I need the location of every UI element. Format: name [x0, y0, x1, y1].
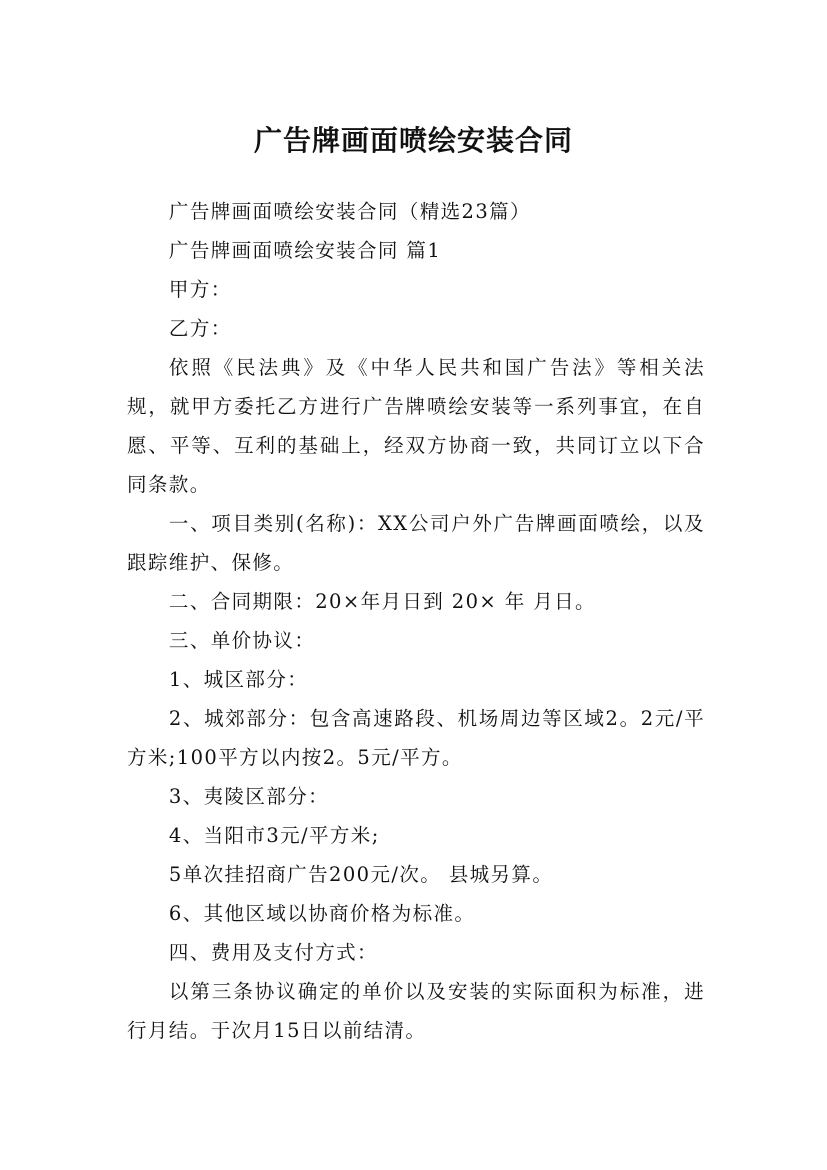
paragraph-item-1: 1、城区部分：	[168, 668, 309, 691]
paragraph-party-b: 乙方：	[168, 317, 232, 340]
paragraph-item-3: 3、夷陵区部分：	[168, 785, 330, 808]
paragraph-payment-terms: 以第三条协议确定的单价以及安装的实际面积为标准，进行月结。于次月15日以前结清。	[127, 980, 705, 1042]
paragraph-clause-3: 三、单价协议：	[168, 629, 316, 652]
paragraph-section-heading: 广告牌画面喷绘安装合同 篇1	[168, 239, 442, 262]
paragraph-item-2: 2、城郊部分：包含高速路段、机场周边等区域2。2元/平方米;100平方以内按2。5元/平方。	[127, 707, 705, 769]
document-body	[127, 192, 705, 1050]
document-title: 广告牌画面喷绘安装合同	[253, 123, 573, 157]
paragraph-preamble: 依照《民法典》及《中华人民共和国广告法》等相关法规，就甲方委托乙方进行广告牌喷绘安装等一系列事宜，在自愿、平等、互利的基础上，经双方协商一致，共同订立以下合同条款。	[127, 356, 705, 496]
paragraph-item-4: 4、当阳市3元/平方米;	[168, 824, 380, 847]
paragraph-clause-1: 一、项目类别(名称)：XX公司户外广告牌画面喷绘，以及跟踪维护、保修。	[127, 512, 705, 574]
paragraph-clause-4: 四、费用及支付方式：	[168, 941, 378, 964]
paragraph-clause-2: 二、合同期限：20×年月日到 20× 年 月日。	[168, 590, 596, 613]
paragraph-item-5: 5单次挂招商广告200元/次。 县城另算。	[168, 863, 554, 886]
paragraph-party-a: 甲方：	[168, 278, 232, 301]
paragraph-subtitle: 广告牌画面喷绘安装合同（精选23篇）	[168, 200, 531, 223]
paragraph-item-6: 6、其他区域以协商价格为标准。	[168, 902, 476, 925]
